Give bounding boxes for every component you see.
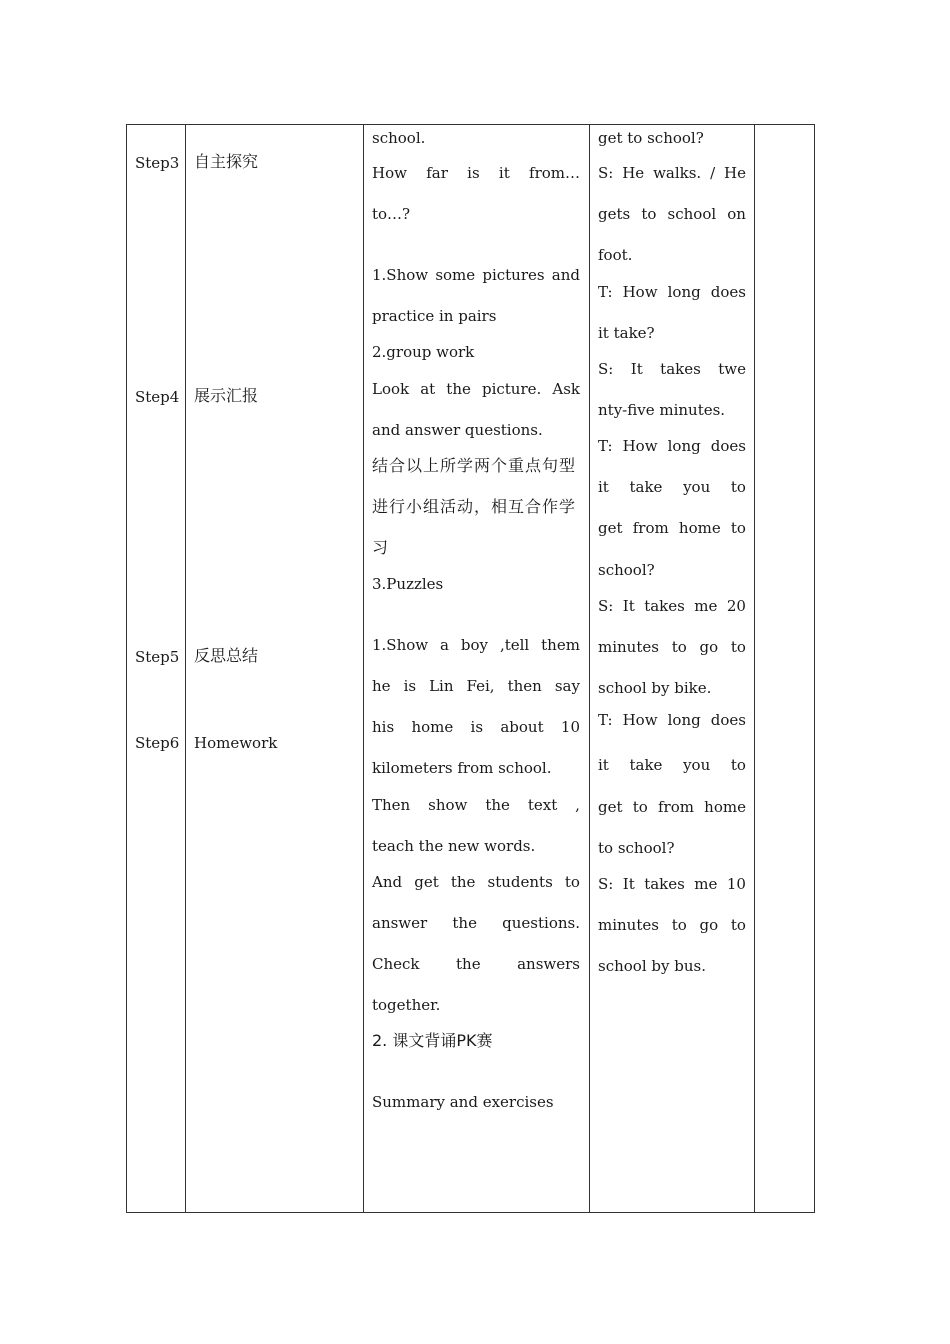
word: you (683, 478, 711, 496)
word: 1.Show (372, 266, 429, 284)
activity-line: teach the new words. (372, 837, 536, 855)
word: on (727, 205, 746, 223)
word: long (667, 711, 701, 729)
word: questions. (502, 914, 580, 932)
dialogue-line: get to school? (598, 129, 704, 147)
column-divider (185, 125, 186, 1212)
dialogue-line (598, 436, 746, 456)
word: boy (460, 636, 489, 654)
dialogue-line (598, 163, 746, 183)
word: T: (598, 711, 613, 729)
word: take (629, 478, 663, 496)
word: he (372, 677, 391, 695)
word: is (403, 677, 417, 695)
dialogue-line: it take? (598, 324, 655, 342)
word: me (694, 597, 718, 615)
word: home (704, 798, 746, 816)
word: get (598, 798, 623, 816)
activity-line (372, 676, 580, 696)
word: it (598, 478, 609, 496)
word: school (667, 205, 717, 223)
word: answer (372, 914, 428, 932)
word: about (500, 718, 544, 736)
step-name: 展示汇报 (194, 386, 259, 405)
word: does (710, 711, 746, 729)
column-divider (589, 125, 590, 1212)
word: ,tell (499, 636, 530, 654)
activity-line: and answer questions. (372, 421, 543, 439)
word: takes (644, 875, 685, 893)
activity-line: 2.group work (372, 343, 475, 361)
dialogue-line (598, 596, 746, 616)
word: It (630, 360, 643, 378)
word: It (622, 875, 635, 893)
word: get (598, 519, 623, 537)
word: Then (372, 796, 411, 814)
word: to (730, 519, 746, 537)
word: long (667, 283, 701, 301)
activity-line: practice in pairs (372, 307, 497, 325)
activity-line (372, 872, 580, 892)
word: takes (644, 597, 685, 615)
word: take (629, 756, 663, 774)
word: / (710, 164, 716, 182)
word: it (598, 756, 609, 774)
dialogue-line: to school? (598, 839, 675, 857)
dialogue-line (598, 477, 746, 497)
word: the (446, 380, 471, 398)
activity-line (372, 717, 580, 737)
step-id: Step4 (135, 388, 180, 406)
dialogue-line (598, 710, 746, 730)
word: students (487, 873, 553, 891)
word: you (683, 756, 711, 774)
word: me (694, 875, 718, 893)
dialogue-line (598, 359, 746, 379)
step-id: Step6 (135, 734, 180, 752)
word: , (575, 796, 580, 814)
word: picture. (481, 380, 542, 398)
word: to (730, 638, 746, 656)
word: far (426, 164, 448, 182)
dialogue-line (598, 204, 746, 224)
word: does (710, 437, 746, 455)
dialogue-line: foot. (598, 246, 633, 264)
word: to (730, 756, 746, 774)
word: to (632, 798, 648, 816)
word: say (554, 677, 580, 695)
word: to (641, 205, 657, 223)
word: home (411, 718, 454, 736)
activity-line: kilometers from school. (372, 759, 552, 777)
word: gets (598, 205, 631, 223)
word: Check (372, 955, 420, 973)
word: twe (718, 360, 746, 378)
activity-line: 习 (372, 538, 389, 557)
activity-line: to…? (372, 205, 411, 223)
word: at (420, 380, 436, 398)
word: does (710, 283, 746, 301)
word: 10 (560, 718, 580, 736)
dialogue-line (598, 797, 746, 817)
word: get (414, 873, 439, 891)
word: the (485, 796, 510, 814)
word: his (372, 718, 395, 736)
step-id: Step3 (135, 154, 180, 172)
word: it (498, 164, 510, 182)
column-divider (363, 125, 364, 1212)
dialogue-line (598, 915, 746, 935)
word: long (667, 437, 701, 455)
dialogue-line: nty-five minutes. (598, 401, 726, 419)
word: from… (529, 164, 580, 182)
activity-line (372, 954, 580, 974)
activity-line: school. (372, 129, 426, 147)
column-divider (754, 125, 755, 1212)
word: from (657, 798, 694, 816)
word: 10 (726, 875, 746, 893)
activity-line: Summary and exercises (372, 1093, 554, 1111)
word: minutes (598, 638, 659, 656)
word: How (622, 437, 658, 455)
dialogue-line (598, 637, 746, 657)
step-name: 反思总结 (194, 646, 259, 665)
word: them (541, 636, 580, 654)
word: T: (598, 437, 613, 455)
activity-line: 2. 课文背诵PK赛 (372, 1031, 493, 1050)
word: And (372, 873, 403, 891)
word: walks. (653, 164, 702, 182)
dialogue-line (598, 282, 746, 302)
activity-line: together. (372, 996, 441, 1014)
activity-line: 3.Puzzles (372, 575, 444, 593)
word: S: (598, 597, 614, 615)
word: go (699, 638, 719, 656)
step-id: Step5 (135, 648, 180, 666)
activity-line (372, 379, 580, 399)
dialogue-line (598, 755, 746, 775)
word: to (730, 916, 746, 934)
word: text (527, 796, 558, 814)
word: is (470, 718, 484, 736)
word: the (450, 873, 476, 891)
activity-line (372, 163, 580, 183)
dialogue-line: school by bike. (598, 679, 712, 697)
word: to (730, 478, 746, 496)
word: S: (598, 164, 614, 182)
word: a (440, 636, 449, 654)
dialogue-line: school by bus. (598, 957, 706, 975)
word: He (622, 164, 645, 182)
word: S: (598, 360, 614, 378)
word: to (671, 916, 687, 934)
word: How (622, 283, 658, 301)
word: minutes (598, 916, 659, 934)
word: answers (517, 955, 580, 973)
word: go (699, 916, 719, 934)
activity-line (372, 795, 580, 815)
word: takes (660, 360, 701, 378)
word: It (622, 597, 635, 615)
word: the (456, 955, 481, 973)
word: Fei, (466, 677, 495, 695)
dialogue-line: school? (598, 561, 655, 579)
word: pictures (482, 266, 545, 284)
activity-line: 进行小组活动，相互合作学 (372, 497, 577, 516)
step-name: Homework (194, 734, 278, 752)
word: show (428, 796, 468, 814)
word: home (678, 519, 721, 537)
step-name: 自主探究 (194, 152, 259, 171)
dialogue-line (598, 874, 746, 894)
word: He (724, 164, 746, 182)
word: then (507, 677, 542, 695)
activity-line (372, 635, 580, 655)
word: is (467, 164, 480, 182)
activity-line (372, 265, 580, 285)
word: 20 (726, 597, 746, 615)
word: How (622, 711, 658, 729)
word: and (551, 266, 580, 284)
dialogue-line (598, 518, 746, 538)
word: from (632, 519, 669, 537)
word: T: (598, 283, 613, 301)
word: Ask (552, 380, 580, 398)
word: Lin (429, 677, 454, 695)
word: S: (598, 875, 614, 893)
word: 1.Show (372, 636, 429, 654)
word: some (435, 266, 476, 284)
word: to (671, 638, 687, 656)
word: Look (372, 380, 410, 398)
word: How (372, 164, 407, 182)
activity-line (372, 913, 580, 933)
word: the (452, 914, 477, 932)
activity-line: 结合以上所学两个重点句型 (372, 456, 577, 475)
word: to (564, 873, 580, 891)
